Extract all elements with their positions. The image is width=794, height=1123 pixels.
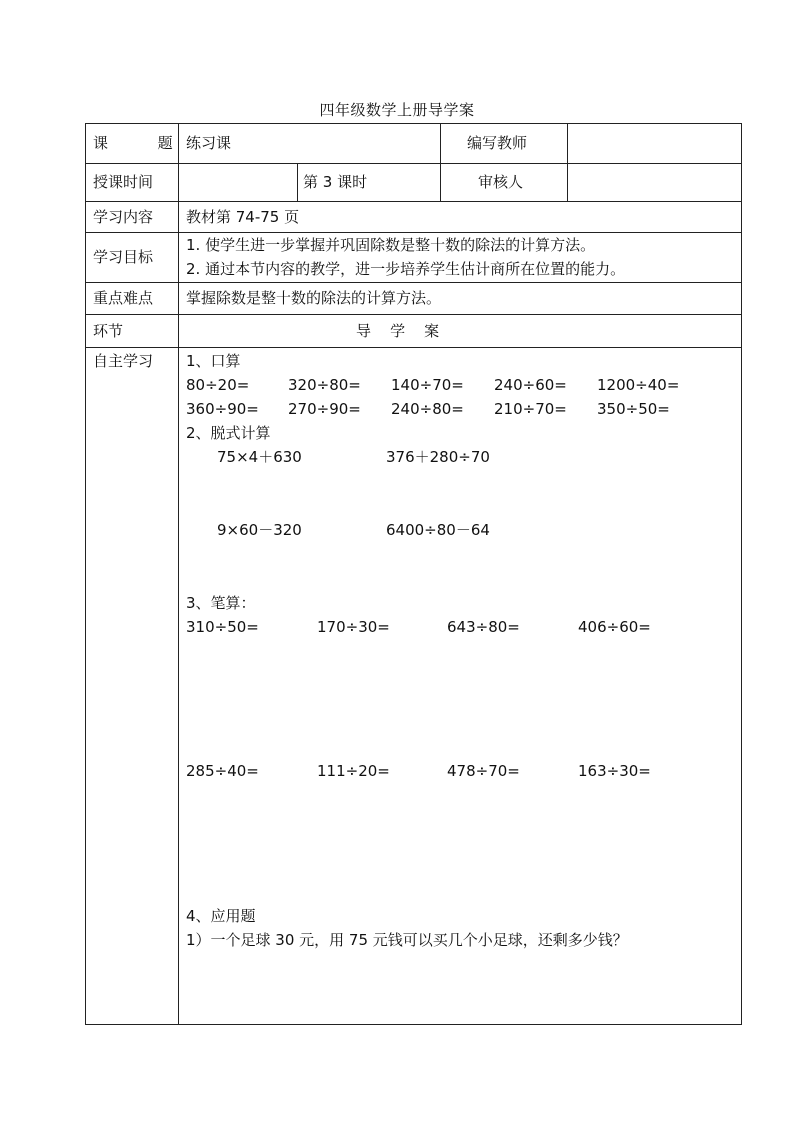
table-row-divider bbox=[85, 163, 741, 164]
section-label: 环节 bbox=[93, 322, 124, 340]
topic-value: 练习课 bbox=[186, 134, 232, 152]
written-heading: 3、笔算： bbox=[186, 594, 256, 612]
written-item: 643÷80= bbox=[447, 618, 520, 636]
goal-label: 学习目标 bbox=[93, 248, 154, 266]
oral-item: 140÷70= bbox=[391, 376, 464, 394]
table-col-divider bbox=[297, 163, 298, 201]
oral-item: 80÷20= bbox=[186, 376, 250, 394]
topic-label: 课 题 bbox=[93, 134, 176, 152]
goal-item-2: 2. 通过本节内容的教学，进一步培养学生估计商所在位置的能力。 bbox=[186, 260, 626, 278]
oral-item: 240÷60= bbox=[494, 376, 567, 394]
written-item: 111÷20= bbox=[317, 762, 390, 780]
table-row-divider bbox=[85, 314, 741, 315]
table-border-left bbox=[85, 123, 86, 1025]
reviewer-label: 审核人 bbox=[478, 173, 524, 191]
table-row-divider bbox=[85, 201, 741, 202]
stepwise-item: 75×4＋630 bbox=[217, 448, 302, 466]
key-label: 重点难点 bbox=[93, 289, 154, 307]
oral-item: 240÷80= bbox=[391, 400, 464, 418]
teacher-label: 编写教师 bbox=[467, 134, 528, 152]
oral-item: 210÷70= bbox=[494, 400, 567, 418]
section-header: 导 学 案 bbox=[356, 322, 440, 340]
document-title: 四年级数学上册导学案 bbox=[319, 101, 475, 119]
table-row-divider bbox=[85, 282, 741, 283]
key-value: 掌握除数是整十数的除法的计算方法。 bbox=[186, 289, 442, 307]
period-value: 第 3 课时 bbox=[303, 173, 368, 191]
oral-item: 360÷90= bbox=[186, 400, 259, 418]
table-col-divider bbox=[440, 123, 441, 201]
oral-item: 270÷90= bbox=[288, 400, 361, 418]
written-item: 310÷50= bbox=[186, 618, 259, 636]
table-border-top bbox=[85, 123, 741, 124]
stepwise-item: 9×60－320 bbox=[217, 521, 302, 539]
written-item: 406÷60= bbox=[578, 618, 651, 636]
oral-item: 1200÷40= bbox=[597, 376, 680, 394]
table-label-divider bbox=[178, 123, 179, 1025]
table-col-divider bbox=[567, 123, 568, 201]
written-item: 163÷30= bbox=[578, 762, 651, 780]
applied-heading: 4、应用题 bbox=[186, 907, 256, 925]
self-study-label: 自主学习 bbox=[93, 352, 154, 370]
applied-question-1: 1）一个足球 30 元，用 75 元钱可以买几个小足球，还剩多少钱？ bbox=[186, 931, 628, 949]
written-item: 478÷70= bbox=[447, 762, 520, 780]
content-label: 学习内容 bbox=[93, 208, 154, 226]
oral-heading: 1、口算 bbox=[186, 352, 241, 370]
table-row-divider bbox=[85, 232, 741, 233]
table-border-bottom bbox=[85, 1024, 741, 1025]
time-label: 授课时间 bbox=[93, 173, 154, 191]
stepwise-item: 376＋280÷70 bbox=[386, 448, 490, 466]
goal-item-1: 1. 使学生进一步掌握并巩固除数是整十数的除法的计算方法。 bbox=[186, 236, 596, 254]
written-item: 285÷40= bbox=[186, 762, 259, 780]
stepwise-heading: 2、脱式计算 bbox=[186, 424, 271, 442]
stepwise-item: 6400÷80－64 bbox=[386, 521, 490, 539]
content-value: 教材第 74-75 页 bbox=[186, 208, 300, 226]
table-row-divider bbox=[85, 347, 741, 348]
oral-item: 320÷80= bbox=[288, 376, 361, 394]
written-item: 170÷30= bbox=[317, 618, 390, 636]
table-border-right bbox=[741, 123, 742, 1025]
oral-item: 350÷50= bbox=[597, 400, 670, 418]
